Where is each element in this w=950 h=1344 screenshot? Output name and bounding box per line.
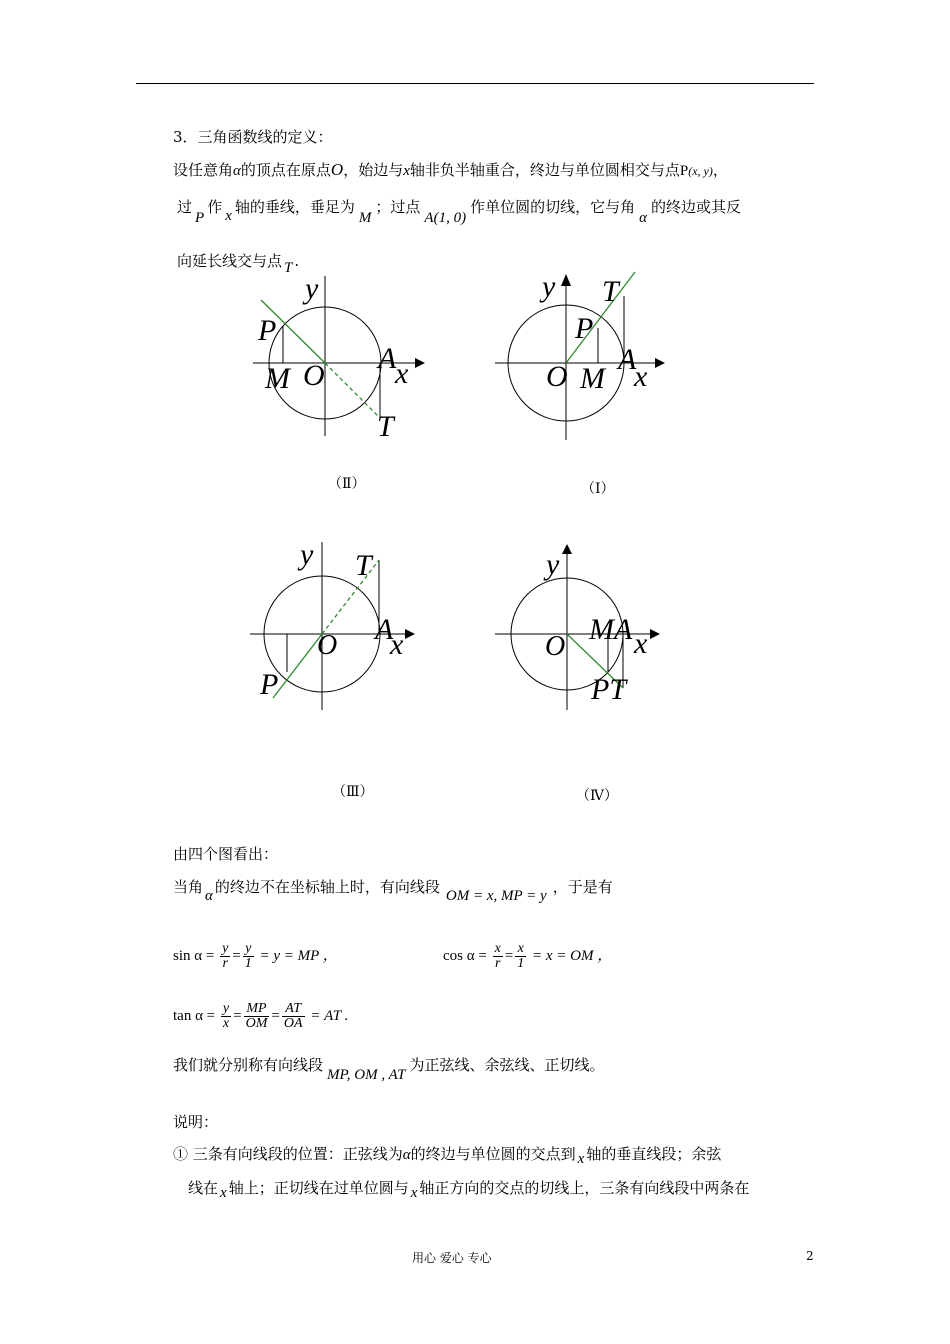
terminal-side <box>273 634 322 698</box>
tangent-formula: tan α = $\frac{y}{x}$ = $\frac{MP}{OM}$ = $\frac{AT}{OA}$ = AT . <box>173 1001 349 1032</box>
section-heading: 3．三角函数线的定义： <box>173 128 333 146</box>
label-A: A <box>378 342 397 375</box>
label-M: M <box>580 362 605 395</box>
label-y: y <box>305 272 319 305</box>
figure-quadrant-2 <box>245 268 430 448</box>
label-T: T <box>377 410 394 443</box>
figure-quadrant-4 <box>490 540 675 720</box>
label-MA: MA <box>589 613 633 646</box>
label-O: O <box>545 631 566 662</box>
label-x: x <box>390 628 404 661</box>
note-line-1: ① 三条有向线段的位置：正弦线为α的终边与单位圆的交点到 x 轴的垂直线段；余弦 <box>173 1145 722 1167</box>
label-x: x <box>395 357 409 390</box>
conclusion-line: 当角 α 的终边不在坐标轴上时，有向线段 OM = x, MP = y ，于是有 <box>173 878 613 904</box>
caption-fig3: （Ⅲ） <box>332 784 374 800</box>
caption-fig2: （Ⅱ） <box>328 476 366 492</box>
label-x: x <box>634 627 648 660</box>
label-A: A <box>375 613 394 646</box>
y-axis-arrow <box>561 274 571 286</box>
figure-quadrant-1 <box>490 268 675 448</box>
caption-fig4: （Ⅳ） <box>576 788 618 804</box>
x-axis-arrow <box>405 629 415 639</box>
caption-fig1: （Ⅰ） <box>581 481 615 497</box>
label-O: O <box>317 630 338 661</box>
figure-quadrant-3 <box>245 532 430 712</box>
header-rule <box>136 83 814 84</box>
label-y: y <box>546 548 560 581</box>
definition-line-2: 过P作 x 轴的垂线，垂足为M；过点A(1, 0)作单位圆的切线，它与角α的终边或其反 <box>177 198 741 226</box>
label-y: y <box>542 270 556 303</box>
definition-line-3: 向延长线交与点 T . <box>177 252 300 276</box>
label-A: A <box>618 343 637 376</box>
label-P: P <box>260 668 279 701</box>
note-heading: 说明： <box>173 1113 219 1131</box>
conclusion-heading: 由四个图看出： <box>173 845 279 863</box>
label-P: P <box>575 312 594 345</box>
footer-motto: 用心 爱心 专心 <box>412 1251 492 1265</box>
y-axis-arrow <box>562 544 572 554</box>
label-O: O <box>546 360 568 393</box>
note-line-2: 线在 x 轴上；正切线在过单位圆与 x 轴正方向的交点的切线上，三条有向线段中两条在 <box>188 1179 750 1201</box>
page-number: 2 <box>806 1249 814 1263</box>
terminal-side-extension <box>325 363 380 418</box>
sine-formula: sin α = $\frac{y}{r}$ = $\frac{y}{1}$ = y = MP ， <box>173 941 338 972</box>
label-M: M <box>265 362 290 395</box>
label-P: P <box>258 314 277 347</box>
cosine-formula: cos α = $\frac{x}{r}$ = $\frac{x}{1}$ = x = OM ， <box>443 941 613 972</box>
label-y: y <box>300 538 314 571</box>
x-axis-arrow <box>655 358 665 368</box>
x-axis-arrow <box>650 629 660 639</box>
label-O: O <box>303 359 325 392</box>
definition-line-1: 设任意角α的顶点在原点O，始边与x轴非负半轴重合，终边与单位圆相交与点P(x, y)， <box>173 160 728 179</box>
naming-line: 我们就分别称有向线段MP, OM , AT为正弦线、余弦线、正切线。 <box>173 1056 605 1083</box>
label-PT: PT <box>591 673 627 706</box>
x-axis-arrow <box>415 358 425 368</box>
label-T: T <box>602 275 619 308</box>
label-x: x <box>634 360 648 393</box>
label-T: T <box>355 549 372 582</box>
